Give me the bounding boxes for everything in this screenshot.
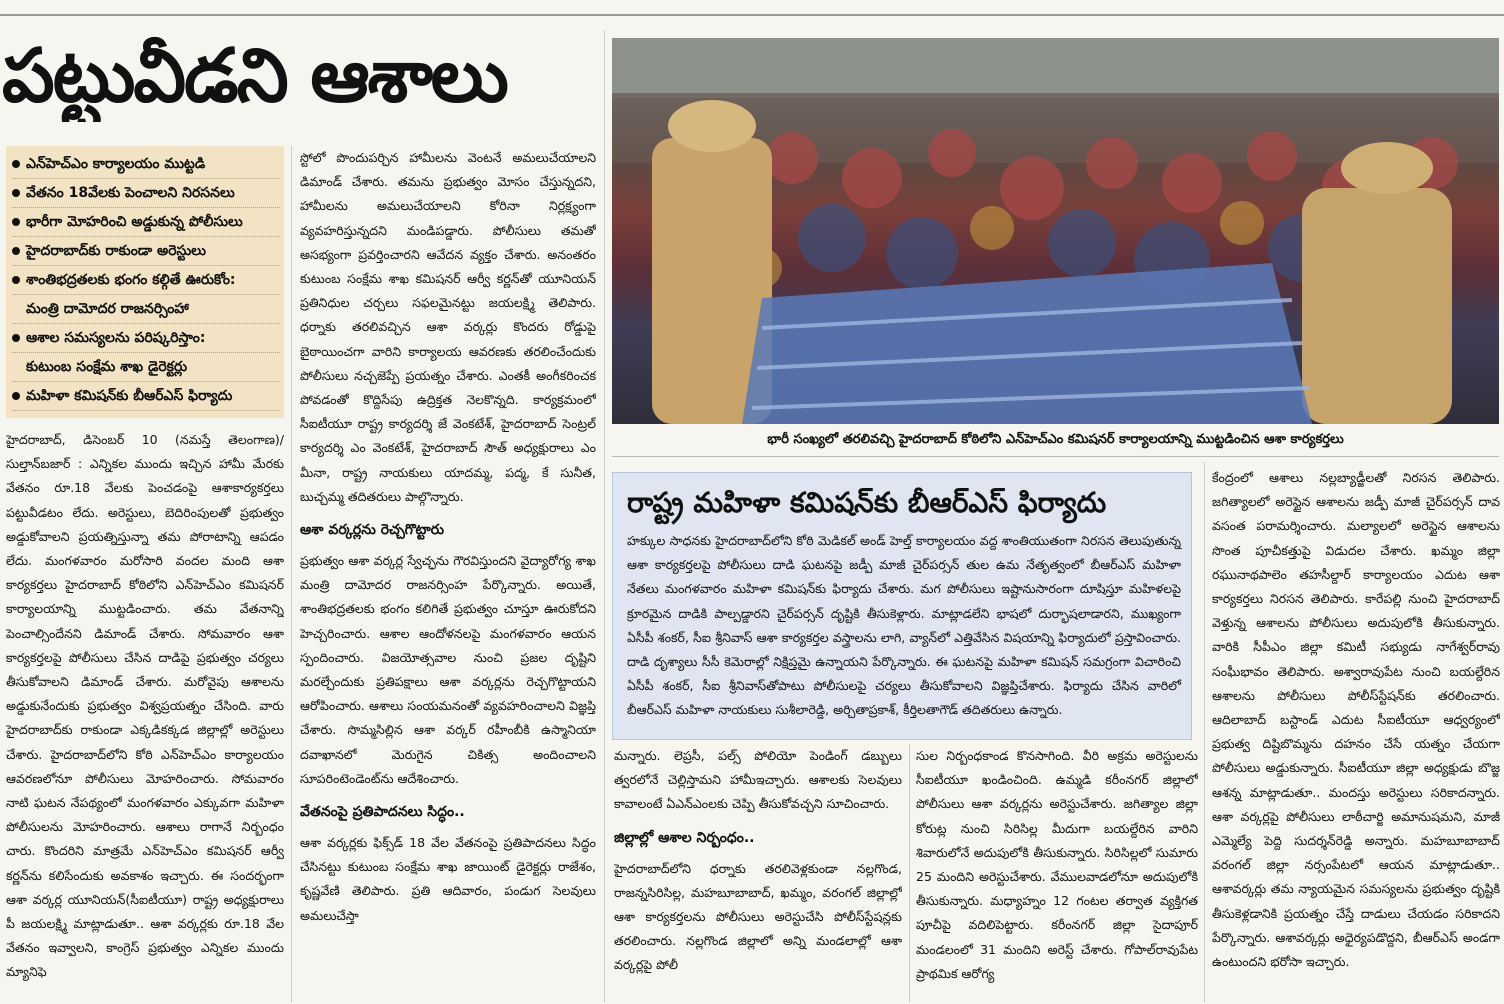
column-divider (604, 30, 605, 1002)
protest-photo (612, 38, 1499, 424)
column-5-text: కేంద్రంలో ఆశాలు నల్లబ్యాడ్జీలతో నిరసన తెలిపారు. జగిత్యాలలో అరెస్టైన ఆశాలను జడ్పీ మాజీ చైర్‌పర్సన్ దావ వసంత పరామర్శించారు. మల్యాలలో అరెస్టైన ఆశాలను సొంత పూచీకత్తుపై విడుదల చేశారు. ఖమ్మం జిల్లా రఘునాథపాలెం తహసీల్దార్ కార్యాలయం ఎదుట ఆశా కార్యకర్తలు నిరసన తెలిపారు. కారేపల్లి నుంచి హైదరాబాద్ వెళ్తున్న ఆశాలను పోలీసులు అదుపులోకి తీసుకున్నారు. వారికి సీపీఎం జిల్లా కమిటీ సభ్యుడు నాగేశ్వర్‌రావు సంఘీభావం తెలిపారు. అశ్వారావుపేట నుంచి బయల్దేరిన ఆశాలను పోలీసులు పోలీస్‌స్టేషన్‌కు తరలించారు. ఆదిలాబాద్ బస్టాండ్ ఎదుట సీఐటీయూ ఆధ్వర్యంలో ప్రభుత్వ దిష్టిబొమ్మను దహనం చేసే యత్నం చేయగా పోలీసులు అడ్డుకున్నారు. సీఐటీయూ జిల్లా అధ్యక్షుడు బొజ్జ ఆశన్న మాట్లాడుతూ.. మందస్తు అరెస్టులు సరికాదన్నారు. ఆశా వర్కర్లపై పోలీసులు లాఠీచార్జి అమానుషమని, మాజీ ఎమ్మెల్యే పెద్ది సుదర్శన్‌రెడ్డి అన్నారు. మహబూబాబాద్ వరంగల్ జిల్లా నర్సంపేటలో ఆయన మాట్లాడుతూ.. ఆశావర్కర్లు తమ న్యాయమైన సమస్యలను ప్రభుత్వం దృష్టికి తీసుకెళ్లడానికి ప్రయత్నం చేస్తే దాడులు చేయడం సరికాదని పేర్కొన్నారు. ఆశావర్కర్లు అధైర్యపడొద్దని, బీఆర్‌ఎస్ అండగా ఉంటుందని భరోసా ఇచ్చారు. (1212, 470, 1500, 970)
subhead-district-detentions: జిల్లాల్లో ఆశాల నిర్బంధం.. (614, 829, 755, 846)
highlight-text: మహిళా కమిషన్‌కు బీఆర్‌ఎస్ ఫిర్యాదు (26, 388, 233, 404)
brs-complaint-text: హక్కుల సాధనకు హైదరాబాద్‌లోని కోఠి మెడికల్ అండ్ హెల్త్ కార్యాలయం వద్ద శాంతియుతంగా నిరసన తెలుపుతున్న ఆశా కార్యకర్తలపై పోలీసులు దాడి ఘటనపై జడ్పీ మాజీ చైర్‌పర్సన్ తుల ఉమ నేతృత్వంలో బీఆర్‌ఎస్ మహిళా నేతలు మంగళవారం మహిళా కమిషన్‌కు ఫిర్యాదు చేశారు. మగ పోలీసులు ఇష్టానుసారంగా దూషిస్తూ మహిళలపై క్రూరమైన దాడికి పాల్పడ్డారని చైర్‌పర్సన్ దృష్టికి తీసుకెళ్లారు. మాట్లాడలేని భాషలో దుర్భాషలాడారని, ముఖ్యంగా ఏసీపీ శంకర్, సీఐ శ్రీనివాస్ ఆశా కార్యకర్తల వస్త్రాలను లాగి, వ్యాన్‌లో ఎత్తివేసిన విషయాన్ని ఫిర్యాదులో ప్రస్తావించారు. దాడి దృశ్యాలు సీసీ కెమెరాల్లో నిక్షిప్తమై ఉన్నాయని పేర్కొన్నారు. ఈ ఘటనపై మహిళా కమిషన్ సమగ్రంగా విచారించి ఏసీపీ శంకర్, సీఐ శ్రీనివాస్‌తోపాటు పోలీసులపై చర్యలు తీసుకోవాలని విజ్ఞప్తిచేశారు. ఫిర్యాదు చేసిన వారిలో బీఆర్‌ఎస్ మహిళా నాయకులు సుశీలారెడ్డి, అర్చితాప్రకాశ్, కీర్తిలతాగౌడ్ తదితరులు ఉన్నారు. (627, 533, 1181, 718)
bullet-icon (12, 334, 20, 342)
highlight-item (12, 237, 280, 266)
highlight-text: కుటుంబ సంక్షేమ శాఖ డైరెక్టర్లు (26, 359, 188, 375)
bullet-icon (12, 247, 20, 255)
column-2 (300, 146, 596, 1002)
brs-complaint-title: రాష్ట్ర మహిళా కమిషన్‌కు బీఆర్‌ఎస్ ఫిర్యాదు (627, 486, 1107, 519)
bullet-icon (12, 276, 20, 284)
column-4-text: సుల నిర్బంధకాండ కొనసాగింది. వీరి అక్రమ అరెస్టులను సీఐటీయూ ఖండించింది. ఉమ్మడి కరీంనగర్ జిల్లాలో పోలీసులు ఆశా వర్కర్లను అరెస్టుచేశారు. జగిత్యాల జిల్లా కోరుట్ల నుంచి సిరిసిల్ల మీదుగా బయల్దేరిన వారిని శివారులోనే అదుపులోకి తీసుకున్నారు. సిరిసిల్లలో సుమారు 25 మందిని అరెస్టుచేశారు. వేములవాడలోనూ అదుపులోకి తీసుకున్నారు. మధ్యాహ్నం 12 గంటల తర్వాత వ్యక్తిగత పూచీపై వదిలిపెట్టారు. కరీంనగర్ జిల్లా సైదాపూర్ మండలంలో 31 మందిని అరెస్ట్ చేశారు. గోపాల్‌రావుపేట ప్రాథమిక ఆరోగ్య (916, 748, 1198, 981)
bullet-icon (12, 218, 20, 226)
caption-rule (612, 456, 1499, 457)
highlight-item (12, 382, 280, 411)
highlight-text: ఎన్‌హెచ్‌ఎం కార్యాలయం ముట్టడి (26, 156, 206, 172)
column-3 (614, 744, 902, 1002)
column-4 (916, 744, 1198, 1002)
column-divider (1204, 462, 1205, 1002)
bullet-icon (12, 160, 20, 168)
highlights-box (6, 146, 284, 418)
column-3-text-1: మన్నారు. లెప్రసీ, పల్స్ పోలియో పెండింగ్ డబ్బులు త్వరలోనే చెల్లిస్తామని హామీఇచ్చారు. ఆశాలకు సెలవులు కావాలంటే ఏఎన్‌ఎంలకు చెప్పి తీసుకోవచ్చని సూచించారు. (614, 748, 902, 812)
bullet-icon (12, 392, 20, 400)
highlight-item (12, 324, 280, 353)
column-2-text-3: ఆశా వర్కర్లకు ఫిక్స్‌డ్ 18 వేల వేతనంపై ప్రతిపాదనలు సిద్ధం చేసినట్టు కుటుంబ సంక్షేమ శాఖ జాయింట్ డైరెక్టర్లు రాజేశం, కృష్ణవేణి తెలిపారు. ప్రతి ఆదివారం, పండుగ సెలవులు అమలుచేస్తా (300, 835, 596, 923)
highlight-text: వేతనం 18వేలకు పెంచాలని నిరసనలు (26, 185, 235, 201)
highlight-text: మంత్రి దామోదర రాజనర్సింహా (26, 301, 189, 317)
column-2-text-1: స్టోలో పొందుపర్చిన హామీలను వెంటనే అమలుచేయాలని డిమాండ్ చేశారు. తమను ప్రభుత్వం మోసం చేస్తున్నదని, హామీలను అమలుచేయాలని కోరినా నిర్లక్ష్యంగా వ్యవహరిస్తున్నదని మండిపడ్డారు. పోలీసులు తమతో అసభ్యంగా ప్రవర్తించారని ఆవేదన వ్యక్తం చేశారు. అనంతరం కుటుంబ సంక్షేమ శాఖ కమిషనర్ ఆర్వీ కర్ణన్‌తో యూనియన్ ప్రతినిధుల చర్చలు సఫలమైనట్టు జయలక్ష్మి తెలిపారు. ధర్నాకు తరలివచ్చిన ఆశా వర్కర్లు కొందరు రోడ్డుపై బైఠాయించగా వారిని కార్యాలయ ఆవరణకు తరలించేందుకు పోలీసులు నచ్చజెప్పే ప్రయత్నం చేశారు. ఎంతకీ అంగీకరించక పోవడంతో కొద్దిసేపు ఉద్రిక్తత నెలకొన్నది. కార్యక్రమంలో సీఐటీయూ రాష్ట్ర కార్యదర్శి జే వెంకటేశ్, హైదరాబాద్ సెంట్రల్ కార్యదర్శి ఎం వెంకటేశ్, హైదరాబాద్ సౌత్ అధ్యక్షురాలు ఎం మీనా, రాష్ట్ర నాయకులు యాదమ్మ, పద్మ, కే సునీత, బుచ్చమ్మ తదితరులు పాల్గొన్నారు. (300, 150, 596, 504)
subhead-salary-proposals: వేతనంపై ప్రతిపాదనలు సిద్ధం.. (300, 804, 465, 821)
subhead-asha-provoked: ఆశా వర్కర్లను రెచ్చగొట్టారు (300, 522, 444, 539)
column-divider (909, 744, 910, 1002)
highlight-item (12, 208, 280, 237)
top-rule (0, 14, 1504, 16)
column-3-text-2: హైదరాబాద్‌లోని ధర్నాకు తరలివెళ్లకుండా నల్లగొండ, రాజన్నసిరిసిల్ల, మహబూబాబాద్, ఖమ్మం, వరంగల్ జిల్లాల్లో ఆశా కార్యకర్తలను పోలీసులు అరెస్టుచేసి పోలీస్‌స్టేషన్లకు తరలించారు. నల్లగొండ జిల్లాలో అన్ని మండలాల్లో ఆశా వర్కర్లపై పోలీ (614, 860, 902, 973)
highlight-item (12, 295, 280, 324)
column-1-text: హైదరాబాద్, డిసెంబర్ 10 (నమస్తే తెలంగాణ)/సుల్తాన్‌బజార్ : ఎన్నికల ముందు ఇచ్చిన హామీ మేరకు వేతనం రూ.18 వేలకు పెంచడంపై ఆశాకార్యకర్తలు పట్టువీడటం లేదు. అరెస్టులు, బెదిరింపులతో ప్రభుత్వం అడ్డుకోవాలని ప్రయత్నిస్తున్నా తమ పోరాటాన్ని ఆపడం లేదు. మంగళవారం మరోసారి వందల మంది ఆశా కార్యకర్తలు హైదరాబాద్ కోఠిలోని ఎన్‌హెచ్‌ఎం కమిషనర్ కార్యాలయాన్ని ముట్టడించారు. తమ వేతనాన్ని పెంచాల్సిందేనని డిమాండ్ చేశారు. సోమవారం ఆశా కార్యకర్తలపై పోలీసులు చేసిన దాడిపై ప్రభుత్వం చర్యలు తీసుకోవాలని డిమాండ్ చేశారు. మరోవైపు ఆశాలను అడ్డుకునేందుకు ప్రభుత్వం విశ్వప్రయత్నం చేసింది. వారు హైదరాబాద్‌కు రాకుండా ఎక్కడికక్కడ జిల్లాల్లో అరెస్టులు చేశారు. హైదరాబాద్‌లోని కోఠి ఎన్‌హెచ్‌ఎం కార్యాలయం ఆవరణలోనూ పోలీసులు మోహరించారు. సోమవారం నాటి ఘటన నేపథ్యంలో మంగళవారం ఎక్కువగా మహిళా పోలీసులను మోహరించారు. ఆశాలు రాగానే నిర్బంధం చారు. కొందరిని మాత్రమే ఎన్‌హెచ్‌ఎం కమిషనర్ ఆర్వీ కర్ణన్‌ను కలిసేందుకు అవకాశం ఇచ్చారు. ఈ సందర్భంగా ఆశా వర్కర్ల యూనియన్(సీఐటీయూ) రాష్ట్ర అధ్యక్షురాలు పీ జయలక్ష్మి మాట్లాడుతూ.. ఆశా వర్కర్లకు రూ.18 వేల వేతనం ఇవ్వాలని, కాంగ్రెస్ ప్రభుత్వం ఎన్నికల ముందు మ్యానిఫె (6, 432, 284, 980)
protest-photo-illustration (612, 38, 1499, 424)
highlight-item (12, 150, 280, 179)
highlight-text: ఆశాల సమస్యలను పరిష్కరిస్తాం: (26, 330, 206, 346)
bullet-icon (12, 189, 20, 197)
column-5 (1212, 466, 1500, 1002)
column-1 (6, 428, 284, 1002)
highlights-list (6, 150, 284, 411)
photo-caption: భారీ సంఖ్యలో తరలివచ్చి హైదరాబాద్ కోఠిలోని ఎన్‌హెచ్‌ఎం కమిషనర్ కార్యాలయాన్ని ముట్టడించిన ఆశా కార్యకర్తలు (767, 432, 1344, 447)
highlight-text: భారీగా మోహరించి అడ్డుకున్న పోలీసులు (26, 214, 243, 230)
brs-complaint-box (612, 472, 1192, 740)
column-divider (291, 146, 292, 1002)
column-2-text-2: ప్రభుత్వం ఆశా వర్కర్ల స్వేచ్ఛను గౌరవిస్తుందని వైద్యారోగ్య శాఖ మంత్రి దామోదర రాజనర్సింహ పేర్కొన్నారు. అయితే, శాంతిభద్రతలకు భంగం కలిగితే ప్రభుత్వం చూస్తూ ఊరుకోదని హెచ్చరించారు. ఆశాల ఆందోళనలపై మంగళవారం ఆయన స్పందించారు. విజయోత్సవాల నుంచి ప్రజల దృష్టిని మరల్చేందుకు ప్రతిపక్షాలు ఆశా వర్కర్లను రెచ్చగొట్టాయని ఆరోపించారు. ఆశాలు సంయమనంతో వ్యవహరించాలని విజ్ఞప్తి చేశారు. సొమ్మసిల్లిన ఆశా వర్కర్ రహీంబీకి ఉస్మానియా దవాఖానలో మెరుగైన చికిత్స అందించాలని సూపరింటెండెంట్‌ను ఆదేశించారు. (300, 553, 596, 786)
headline: పట్టువీడని ఆశాలు (2, 33, 507, 119)
highlight-text: శాంతిభద్రతలకు భంగం కల్గితే ఊరుకోం: (26, 272, 236, 288)
highlight-item (12, 353, 280, 382)
highlight-item (12, 266, 280, 295)
highlight-text: హైదరాబాద్‌కు రాకుండా అరెస్టులు (26, 243, 206, 259)
highlight-item (12, 179, 280, 208)
